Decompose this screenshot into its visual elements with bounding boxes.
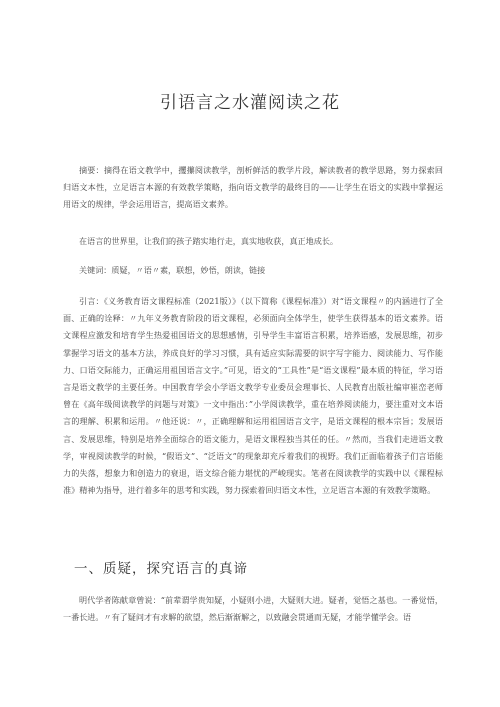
epigraph-paragraph: 在语言的世界里，让我们的孩子踏实地行走，真实地收获，真正地成长。: [79, 236, 339, 246]
section-heading: 一、质疑，探究语言的真谛: [74, 561, 248, 577]
keywords-paragraph: 关键词：质疑，〃语〃素，联想，妙悟，朗读，链接: [79, 265, 266, 275]
section-paragraph: 明代学者陈献章曾说：“前辈谓学贵知疑，小疑则小进，大疑则大进。疑者，觉悟之基也。一番觉悟，一番长进。〃有了疑问才有求解的欲望，然后渐渐解之，以致融会贯通而无疑，才能学懂学会。语: [63, 595, 443, 623]
abstract-paragraph: 摘要：摘得在语文教学中，攫攥阅读教学，剖析鲜活的教学片段，解读教者的教学思路，努力探索回归语文本性，立足语言本源的有效教学策略，指向语文教学的最终目的——让学生在语文的实践中掌握运用语文的规律，学会运用语言，提高语文素养。: [63, 165, 443, 210]
document-title: 引语言之水灌阅读之花: [160, 93, 340, 113]
introduction-paragraph: 引言：《义务教育语文课程标准（2021版）》（以下简称《课程标准》）对“语文课程〃的内涵进行了全面、正确的诠释：〃九年义务教育阶段的语文课程，必须面向全体学生，使学生获得基本的语文素养。语文课程应激发和培育学生热爱祖国语文的思想感情，引导学生丰富语言积累，培养语感，发展思维，初步掌握学习语文的基本方法，养成良好的学习习惯，具有适应实际需要的识字写字能力、阅读能力、写作能力、口语交际能力，正确运用祖国语言文字。”可见，语文的“工具性”是“语文课程”最本质的特征，学习语言是语文教学的主要任务。中国教育学会小学语文教学专业委员会理事长、人民教育出版社编审崔峦老师曾在《高年级阅读教学的问题与对策》一文中指出：”小学阅读教学，重在培养阅读能力，要注重对文本语言的理解、积累和运用。〃他还说：〃，正确理解和运用祖国语言文字，是语文课程的根本宗旨；发展语言、发展思维，特别是培养全面综合的语文能力，是语文课程独当其任的任。〃然而，当我们走进语文教学，审视阅读教学的时候，“假语文”、“泛语文”的现象却充斥着我们的视野。我们正面临着孩子们言语能力的失落，想象力和创造力的衰退，语文综合能力堪忧的严峻现实。笔者在阅读教学的实践中以《课程标准》精神为指导，进行着多年的思考和实践，努力探索着回归语文本性，立足语言本源的有效教学策略。: [63, 296, 443, 496]
